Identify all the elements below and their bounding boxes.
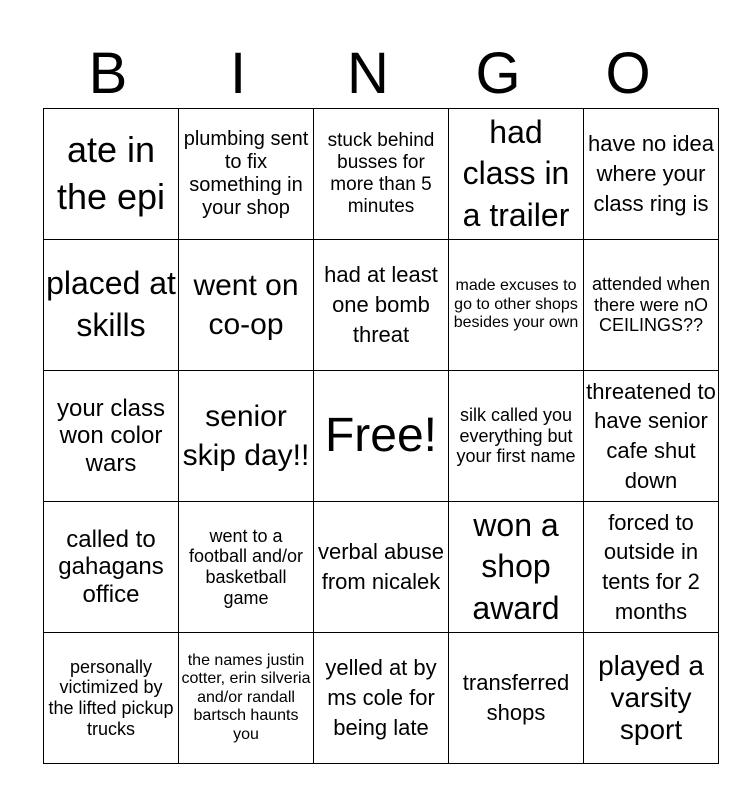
board-row: [44, 502, 719, 633]
bingo-cell[interactable]: won a shop award: [449, 502, 584, 633]
header-letter-i: I: [229, 41, 247, 106]
bingo-cell[interactable]: plumbing sent to fix something in your shop: [179, 109, 314, 240]
bingo-cell[interactable]: silk called you everything but your first name: [449, 371, 584, 502]
board-row: [44, 633, 719, 764]
board-row: [44, 109, 719, 240]
bingo-cell[interactable]: attended when there were nO CEILINGS??: [584, 240, 719, 371]
bingo-cell[interactable]: had at least one bomb threat: [314, 240, 449, 371]
bingo-cell[interactable]: called to gahagans office: [44, 502, 179, 633]
bingo-cell[interactable]: forced to outside in tents for 2 months: [584, 502, 719, 633]
bingo-cell[interactable]: placed at skills: [44, 240, 179, 371]
bingo-board: [43, 108, 719, 764]
board-row: [44, 240, 719, 371]
bingo-cell[interactable]: your class won color wars: [44, 371, 179, 502]
bingo-cell[interactable]: the names justin cotter, erin silveria and/or randall bartsch haunts you: [179, 633, 314, 764]
bingo-cell[interactable]: stuck behind busses for more than 5 minutes: [314, 109, 449, 240]
bingo-cell[interactable]: made excuses to go to other shops besides your own: [449, 240, 584, 371]
header-letter-g: G: [475, 41, 521, 106]
header-letter-b: B: [88, 41, 128, 106]
free-space[interactable]: Free!: [314, 371, 449, 502]
bingo-header: [43, 40, 693, 108]
header-letter-o: O: [605, 41, 651, 106]
bingo-cell[interactable]: have no idea where your class ring is: [584, 109, 719, 240]
bingo-cell[interactable]: transferred shops: [449, 633, 584, 764]
bingo-cell[interactable]: went to a football and/or basketball game: [179, 502, 314, 633]
board-row: [44, 371, 719, 502]
bingo-cell[interactable]: senior skip day!!: [179, 371, 314, 502]
bingo-cell[interactable]: threatened to have senior cafe shut down: [584, 371, 719, 502]
bingo-cell[interactable]: ate in the epi: [44, 109, 179, 240]
bingo-cell[interactable]: verbal abuse from nicalek: [314, 502, 449, 633]
header-letter-n: N: [347, 41, 389, 106]
bingo-cell[interactable]: went on co-op: [179, 240, 314, 371]
bingo-cell[interactable]: personally victimized by the lifted pickup trucks: [44, 633, 179, 764]
bingo-cell[interactable]: played a varsity sport: [584, 633, 719, 764]
bingo-cell[interactable]: yelled at by ms cole for being late: [314, 633, 449, 764]
bingo-cell[interactable]: had class in a trailer: [449, 109, 584, 240]
